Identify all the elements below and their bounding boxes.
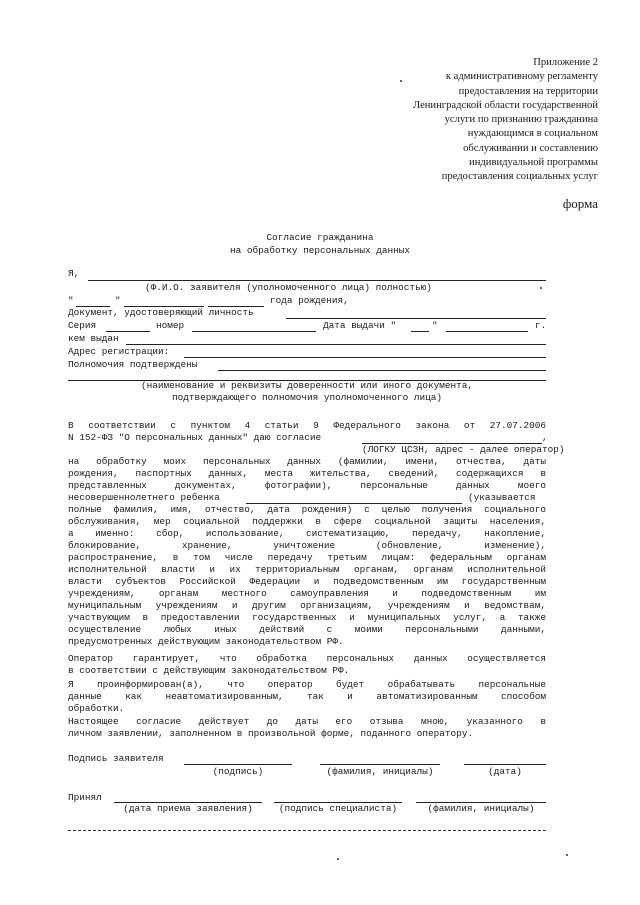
signature-fio-hint: (фамилия, инициалы) (326, 766, 434, 777)
scan-speck (400, 80, 402, 82)
body-line: обслуживания, мер социальной поддержки в сфере социальной защиты населения, (68, 516, 546, 527)
consent-subtitle: на обработку персональных данных (229, 245, 411, 256)
appendix-line: нуждающимся в социальном (467, 128, 598, 140)
powers-hint-2: подтверждающего полномочия уполномоченного лица) (171, 392, 443, 403)
form-label: форма (562, 196, 598, 211)
appendix-line: Приложение 2 (533, 57, 598, 68)
body-line: полные фамилия, имя, отчество, дата рождения) с целью получения социального (68, 504, 546, 515)
body-line: учреждениям, органам местного самоуправления и подведомственным им (68, 588, 546, 599)
body-line: осуществление любых иных действий с моими персональными данными, (68, 624, 546, 635)
powers-label: Полномочия подтверждены (68, 359, 198, 370)
body-line: а именно: сбор, использование, систематизацию, передачу, накопление, (68, 528, 546, 539)
document-line[interactable] (286, 318, 546, 319)
birth-quote-open: " (68, 295, 74, 306)
body-line-end: (указывается (468, 492, 536, 503)
seria-line[interactable] (106, 331, 150, 332)
fio-hint: (Ф.И.О. заявителя (уполномоченного лица) полностью) (145, 282, 432, 293)
signature-date-hint: (дата) (488, 766, 522, 777)
scan-speck (540, 287, 542, 289)
issue-day-line[interactable] (411, 331, 429, 332)
issue-month-line[interactable] (446, 331, 528, 332)
issued-by-line[interactable] (126, 344, 546, 345)
cut-line (68, 830, 546, 831)
year-abbr: г. (535, 320, 547, 331)
document-label: Документ, удостоверяющий личность (68, 307, 254, 318)
body-line: В соответствии с пунктом 4 статьи 9 Федерального закона от 27.07.2006 (68, 420, 546, 431)
body-line: Оператор гарантирует, что обработка персональных данных осуществляется (68, 653, 546, 664)
accepted-date-hint: (дата приема заявления) (123, 803, 253, 814)
address-label: Адрес регистрации: (68, 346, 170, 357)
accepted-sign-hint: (подпись специалиста) (278, 803, 398, 814)
issue-quote-close: " (432, 320, 438, 331)
accepted-fio-hint: (фамилия, инициалы) (427, 803, 535, 814)
nomer-line[interactable] (192, 331, 316, 332)
body-line: несовершеннолетнего ребенка (68, 492, 220, 503)
body-line: обработки. (68, 703, 125, 714)
body-line: N 152-ФЗ "О персональных данных" даю согласие (68, 432, 322, 443)
body-line: распространение, в том числе передачу третьим лицам: федеральным органам (68, 552, 546, 563)
body-line: Я проинформирован(а), что оператор будет обрабатывать персональные (68, 679, 546, 690)
body-line: предусмотренных действующим законодательством РФ. (68, 636, 344, 647)
ya-label: Я, (68, 268, 80, 279)
body-line: Настоящее согласие действует до даты его отзыва мною, указанного в (68, 716, 546, 727)
appendix-line: предоставления на территории (458, 85, 598, 97)
body-line: представленных документах, фотографии), персональные данных моего (68, 480, 546, 491)
nomer-label: номер (156, 320, 185, 331)
body-line: в соответствии с действующим законодательством РФ. (68, 665, 350, 676)
fio-line[interactable] (88, 280, 546, 281)
signature-hint: (подпись) (212, 766, 264, 777)
body-line: исполнительной власти и их территориальным органам, органам исполнительной (68, 564, 546, 575)
signature-date-line[interactable] (464, 764, 546, 765)
body-line: на обработку моих персональных данных (фамилии, имени, отчества, даты (68, 456, 546, 467)
birth-year-label: года рождения, (270, 295, 349, 306)
seria-label: Серия (68, 320, 97, 331)
signature-fio-line[interactable] (320, 764, 440, 765)
signature-label: Подпись заявителя (68, 753, 164, 764)
powers-hint-1: (наименование и реквизиты доверенности или иного документа, (141, 380, 473, 391)
scan-speck (337, 858, 339, 860)
appendix-header (358, 56, 598, 185)
body-line: личном заявлении, заполненном в произвольной форме, поданного оператору. (68, 728, 474, 739)
body-line: власти субъектов Российской Федерации и подведомственным им государственным (68, 576, 546, 587)
accepted-label: Принял (68, 792, 102, 803)
appendix-line: к административному регламенту (445, 71, 598, 83)
address-line[interactable] (184, 357, 546, 358)
body-comma: , (542, 432, 548, 443)
powers-line[interactable] (218, 370, 546, 371)
appendix-line: услуги по признанию гражданина (444, 114, 598, 126)
birth-quote-close: " (115, 295, 121, 306)
date-issue-label: Дата выдачи " (323, 320, 397, 331)
signature-line[interactable] (184, 764, 292, 765)
appendix-line: индивидуальной программы (469, 157, 598, 169)
appendix-line: Ленинградской области государственной (412, 99, 598, 111)
issued-by-label: кем выдан (68, 333, 119, 344)
body-line: данные как неавтоматизированным, так и автоматизированным способом (68, 691, 546, 702)
scan-speck (566, 854, 568, 856)
body-line: участвующим в предоставлении государственных и муниципальных услуг, а также (68, 612, 546, 623)
appendix-line: обслуживании и составлению (463, 142, 598, 154)
operator-hint: (ЛОГКУ ЦСЗН, адрес - далее оператор) (362, 444, 565, 455)
body-line: рождения, паспортных данных, места жительства, сведений, содержащихся в (68, 468, 546, 479)
body-line: блокирование, хранение, уничтожение (обновление, изменение), (68, 540, 546, 551)
body-line: муниципальным учреждениям и другим организациям, учреждениям и ведомствам, (68, 600, 546, 611)
consent-title: Согласие гражданина (266, 232, 374, 243)
appendix-line: предоставления социальных услуг (441, 171, 598, 183)
